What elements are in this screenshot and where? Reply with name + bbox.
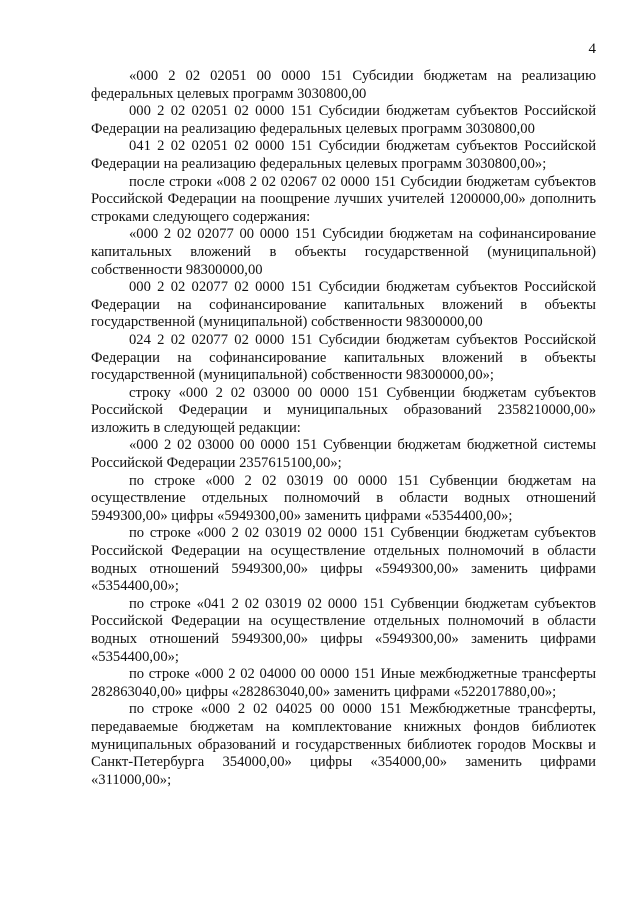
paragraph: «000 2 02 03000 00 0000 151 Субвенции бюджетам бюджетной системы Российской Федерации 2357615100,00»; [91, 437, 596, 472]
paragraph: строку «000 2 02 03000 00 0000 151 Субвенции бюджетам субъектов Российской Федерации и муниципальных образований 2358210000,00» изложить в следующей редакции: [91, 384, 596, 436]
paragraph: 024 2 02 02077 02 0000 151 Субсидии бюджетам субъектов Российской Федерации на софинансирование капитальных вложений в объекты государственной (муниципальной) собственности 98300000,00»; [91, 331, 596, 384]
paragraph: по строке «000 2 02 04000 00 0000 151 Иные межбюджетные трансферты 282863040,00» цифры «282863040,00» заменить цифрами «522017880,00»; [91, 666, 596, 700]
paragraph: после строки «008 2 02 02067 02 0000 151 Субсидии бюджетам субъектов Российской Федерации на поощрение лучших учителей 1200000,00» дополнить строками следующего содержания: [91, 173, 596, 225]
paragraph: «000 2 02 02051 00 0000 151 Субсидии бюджетам на реализацию федеральных целевых программ 3030800,00 [91, 68, 596, 102]
paragraph: 041 2 02 02051 02 0000 151 Субсидии бюджетам субъектов Российской Федерации на реализацию федеральных целевых программ 3030800,00»; [91, 138, 596, 172]
paragraph: по строке «000 2 02 04025 00 0000 151 Межбюджетные трансферты, передаваемые бюджетам на комплектование книжных фондов библиотек муниципальных образований и государственных библиотек городов Москвы и Санкт-Петербурга 354000,00» цифры «354000,00» заменить цифрами «311000,00»; [91, 701, 596, 788]
page-number: 4 [588, 41, 596, 57]
paragraph: 000 2 02 02051 02 0000 151 Субсидии бюджетам субъектов Российской Федерации на реализацию федеральных целевых программ 3030800,00 [91, 103, 596, 137]
paragraph: «000 2 02 02077 00 0000 151 Субсидии бюджетам на софинансирование капитальных вложений в объекты государственной (муниципальной) собственности 98300000,00 [91, 226, 596, 278]
paragraph: по строке «000 2 02 03019 00 0000 151 Субвенции бюджетам на осуществление отдельных полномочий в области водных отношений 5949300,00» цифры «5949300,00» заменить цифрами «5354400,00»; [91, 472, 596, 524]
paragraph: по строке «000 2 02 03019 02 0000 151 Субвенции бюджетам субъектов Российской Федерации на осуществление отдельных полномочий в области водных отношений 5949300,00» цифры «5949300,00» заменить цифрами «5354400,00»; [91, 525, 596, 595]
paragraph: по строке «041 2 02 03019 02 0000 151 Субвенции бюджетам субъектов Российской Федерации на осуществление отдельных полномочий в области водных отношений 5949300,00» цифры «5949300,00» заменить цифрами «5354400,00»; [91, 595, 596, 665]
paragraph: 000 2 02 02077 02 0000 151 Субсидии бюджетам субъектов Российской Федерации на софинансирование капитальных вложений в объекты государственной (муниципальной) собственности 98300000,00 [91, 279, 596, 331]
document-body [91, 68, 596, 789]
